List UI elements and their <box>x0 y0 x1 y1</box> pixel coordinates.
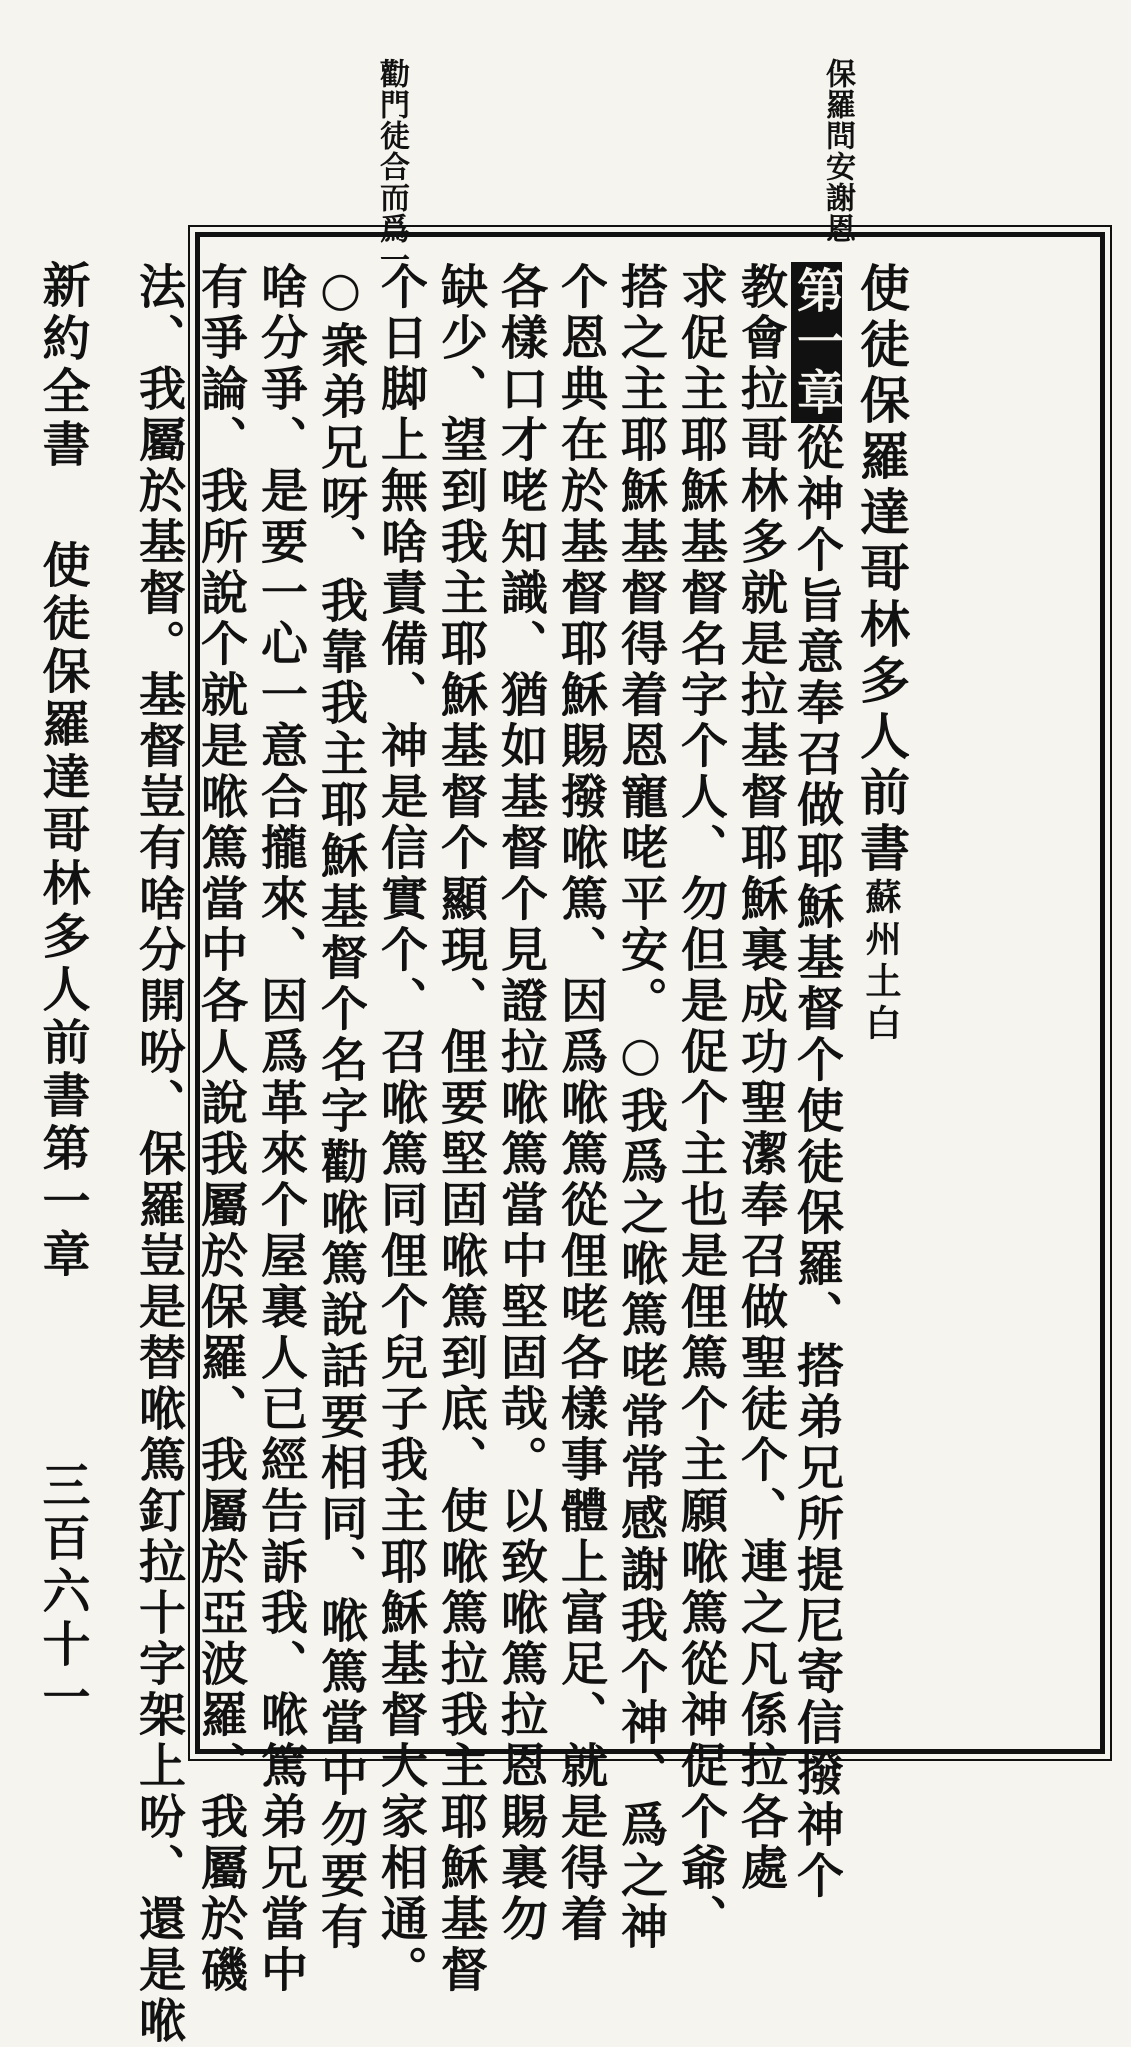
headnote-unity: 勸門徒合而爲一 <box>374 58 409 275</box>
title-text: 使徒保羅達哥林多人前書 <box>852 262 911 878</box>
title-signature: 蘇州土白 <box>860 878 902 1046</box>
text-column-5: 个恩典在於基督耶穌賜撥𠵱篤、因爲𠵱篤從俚咾各樣事體上富足、就是得着 <box>553 262 608 1945</box>
text-column-3: 求促主耶穌基督名字个人、勿但是促个主也是俚篤个主願𠵱篤從神促个爺、 <box>673 262 728 1945</box>
headnote-greeting: 保羅問安謝恩 <box>820 58 855 244</box>
text-column-12: 法、我屬於基督。基督豈有啥分開吩、保羅豈是替𠵱篤釘拉十字架上吩、還是𠵱 <box>131 262 186 2047</box>
chapter-heading: 第一章 <box>791 262 842 423</box>
text-column-11: 有爭論、我所說个就是𠵱篤當中各人說我屬於保羅、我屬於亞波羅、我屬於磯 <box>193 262 248 1996</box>
book-title <box>846 262 911 1046</box>
text-column-1 <box>786 262 842 1902</box>
text-column-6: 各樣口才咾知識、猶如基督个見證拉𠵱篤當中堅固哉。以致𠵱篤拉恩賜裏勿 <box>493 262 548 1945</box>
text-column-7: 缺少、望到我主耶穌基督个顯現、俚要堅固𠵱篤到底、使𠵱篤拉我主耶穌基督 <box>433 262 488 1996</box>
running-head-chapter: 使徒保羅達哥林多人前書第一章 <box>34 540 90 1282</box>
running-head-book: 新約全書 <box>34 260 90 472</box>
text-column-4: 搭之主耶穌基督得着恩寵咾平安。○我爲之𠵱篤咾常常感謝我个神、爲之神 <box>613 262 668 1953</box>
text-column-2: 教會拉哥林多就是拉基督耶穌裏成功聖潔奉召做聖徒个、連之凡係拉各處 <box>733 262 788 1894</box>
text-column-10: 啥分爭、是要一心一意合攏來、因爲革來个屋裏人已經告訴我、𠵱篤弟兄當中 <box>253 262 308 1996</box>
text-column-8: 个日脚上無啥責備、神是信實个、召𠵱篤同俚个兒子我主耶穌基督大家相通。 <box>373 262 428 1996</box>
text-column-9: ○衆弟兄呀、我靠我主耶穌基督个名字勸𠵱篤說話要相同、𠵱篤當中勿要有 <box>313 262 368 1953</box>
column-text: 從神个旨意奉召做耶穌基督个使徒保羅、搭弟兄所提尼寄信撥神个 <box>789 423 844 1902</box>
page-number: 三百六十一 <box>34 1460 90 1725</box>
